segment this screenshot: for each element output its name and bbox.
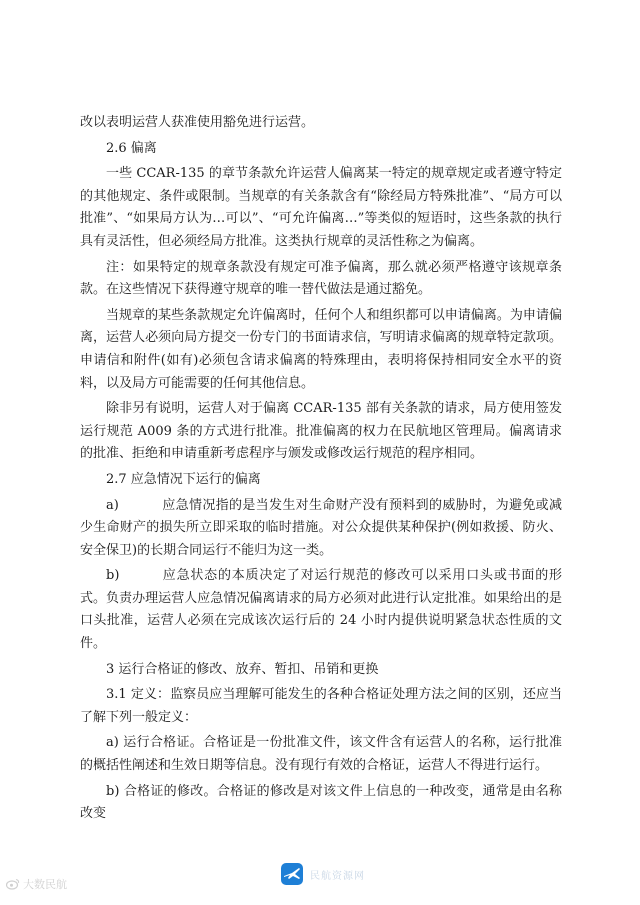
weibo-icon (6, 878, 20, 890)
list-item-a (80, 495, 562, 563)
list-item-text: 应急状态的本质决定了对运行规范的修改可以采用口头或书面的形式。负责办理运营人应急情况偏离请求的局方必须对此进行认定批准。如果给出的是口头批准，运营人必须在完成该次运行后的 24 小时内提供说明紧急状态性质的文件。 (80, 568, 562, 652)
list-marker: b) (106, 568, 120, 584)
paragraph-continuation: 改以表明运营人获准使用豁免进行运营。 (80, 115, 315, 130)
paragraph-3-1-definition: 3.1 定义：监察员应当理解可能发生的各种合格证处理方法之间的区别，还应当了解下列一般定义： (80, 687, 562, 725)
paragraph-note: 注：如果特定的规章条款没有规定可准予偏离，那么就必须严格遵守该规章条款。在这些情况下获得遵守规章的唯一替代做法是通过豁免。 (80, 259, 562, 298)
section-heading-3: 3 运行合格证的修改、放弃、暂扣、吊销和更换 (106, 661, 379, 677)
watermark-text: 大数民航 (23, 878, 67, 891)
paragraph-operating-certificate: a) 运行合格证。合格证是一份批准文件，该文件含有运营人的名称，运行批准的概括性阐述和生效日期等信息。没有现行有效的合格证，运营人不得进行运行。 (80, 735, 562, 774)
footer-logo-text: 民航资源网 (310, 870, 365, 882)
document-body (80, 112, 562, 829)
airplane-logo-icon (280, 862, 304, 886)
list-item-text: 应急情况指的是当发生对生命财产没有预料到的威胁时，为避免或减少生命财产的损失所立即采取的临时措施。对公众提供某种保护(例如救援、防火、安全保卫)的长期合同运行不能归为这一类。 (80, 497, 562, 558)
section-heading-2-7: 2.7 应急情况下运行的偏离 (106, 471, 261, 487)
paragraph-deviation-application: 当规章的某些条款规定允许偏离时，任何个人和组织都可以申请偏离。为申请偏离，运营人必须向局方提交一份专门的书面请求信，写明请求偏离的规章特定款项。申请信和附件(如有)必须包含请求偏离的特殊理由，表明将保持相同安全水平的资料，以及局方可能需要的任何其他信息。 (80, 307, 562, 391)
paragraph-deviation-definition: 一些 CCAR-135 的章节条款允许运营人偏离某一特定的规章规定或者遵守特定的其他规定、条件或限制。当规章的有关条款含有“除经局方特殊批准”、“局方可以批准”、“如果局方认为…可以”、“可允许偏离…”等类似的短语时，这些条款的执行具有灵活性，但必须经局方批准。这类执行规章的灵活性称之为偏离。 (80, 166, 562, 249)
section-heading-2-6: 2.6 偏离 (106, 140, 157, 156)
list-item-b (80, 565, 562, 655)
watermark (6, 876, 67, 892)
footer-logo (280, 862, 365, 886)
list-marker: a) (106, 497, 119, 513)
paragraph-deviation-approval: 除非另有说明，运营人对于偏离 CCAR-135 部有关条款的请求，局方使用签发运行规范 A009 条的方式进行批准。批准偏离的权力在民航地区管理局。偏离请求的批准、拒绝和申请重新考虑程序与颁发或修改运行规范的程序相同。 (80, 401, 562, 462)
paragraph-certificate-amendment: b) 合格证的修改。合格证的修改是对该文件上信息的一种改变，通常是由名称改变 (80, 783, 562, 822)
